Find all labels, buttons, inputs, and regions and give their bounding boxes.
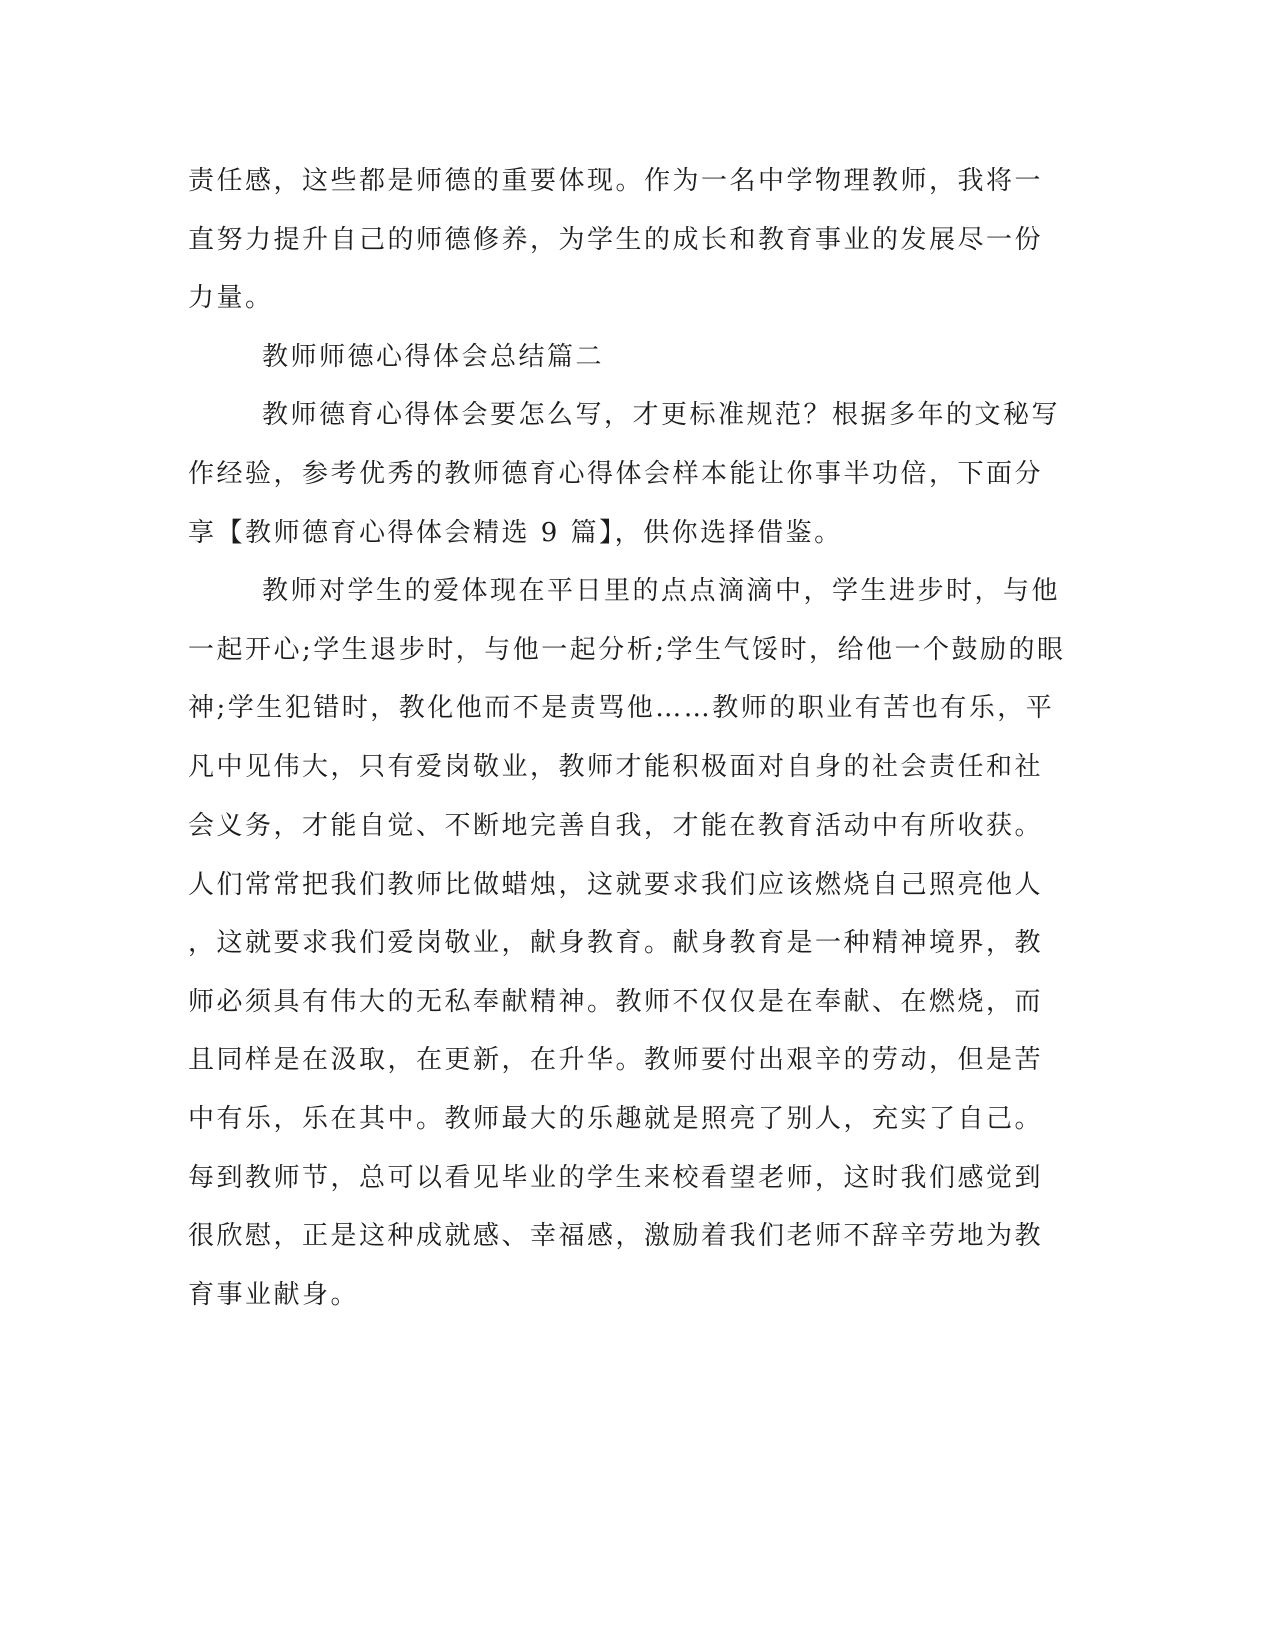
paragraph-3-line-10: 中有乐，乐在其中。教师最大的乐趣就是照亮了别人，充实了自己。 <box>188 1104 1044 1134</box>
paragraph-3-line-6: 人们常常把我们教师比做蜡烛，这就要求我们应该燃烧自己照亮他人 <box>188 870 1044 900</box>
paragraph-2-line-3: 享【教师德育心得体会精选 9 篇】，供你选择借鉴。 <box>188 518 843 548</box>
paragraph-1-line-3: 力量。 <box>188 283 274 313</box>
section-heading: 教师师德心得体会总结篇二 <box>262 342 605 372</box>
paragraph-3-line-9: 且同样是在汲取，在更新，在升华。教师要付出艰辛的劳动，但是苦 <box>188 1045 1044 1075</box>
paragraph-3-line-8: 师必须具有伟大的无私奉献精神。教师不仅仅是在奉献、在燃烧，而 <box>188 987 1044 1017</box>
paragraph-2-line-2: 作经验，参考优秀的教师德育心得体会样本能让你事半功倍，下面分 <box>188 459 1044 489</box>
paragraph-3-line-13: 育事业献身。 <box>188 1280 360 1310</box>
paragraph-3-line-12: 很欣慰，正是这种成就感、幸福感，激励着我们老师不辞辛劳地为教 <box>188 1221 1044 1251</box>
paragraph-3-line-2: 一起开心;学生退步时，与他一起分析;学生气馁时，给他一个鼓励的眼 <box>188 635 1066 665</box>
paragraph-2-line-1: 教师德育心得体会要怎么写，才更标准规范？根据多年的文秘写 <box>262 400 1061 430</box>
paragraph-1-line-1: 责任感，这些都是师德的重要体现。作为一名中学物理教师，我将一 <box>188 166 1044 196</box>
paragraph-1-line-2: 直努力提升自己的师德修养，为学生的成长和教育事业的发展尽一份 <box>188 225 1044 255</box>
paragraph-3-line-1: 教师对学生的爱体现在平日里的点点滴滴中，学生进步时，与他 <box>262 576 1061 606</box>
paragraph-3-line-11: 每到教师节，总可以看见毕业的学生来校看望老师，这时我们感觉到 <box>188 1163 1044 1193</box>
paragraph-3-line-7: ，这就要求我们爱岗敬业，献身教育。献身教育是一种精神境界，教 <box>188 928 1044 958</box>
paragraph-3-line-5: 会义务，才能自觉、不断地完善自我，才能在教育活动中有所收获。 <box>188 811 1044 841</box>
paragraph-3-line-3: 神;学生犯错时，教化他而不是责骂他……教师的职业有苦也有乐，平 <box>188 693 1055 723</box>
paragraph-3-line-4: 凡中见伟大，只有爱岗敬业，教师才能积极面对自身的社会责任和社 <box>188 752 1044 782</box>
